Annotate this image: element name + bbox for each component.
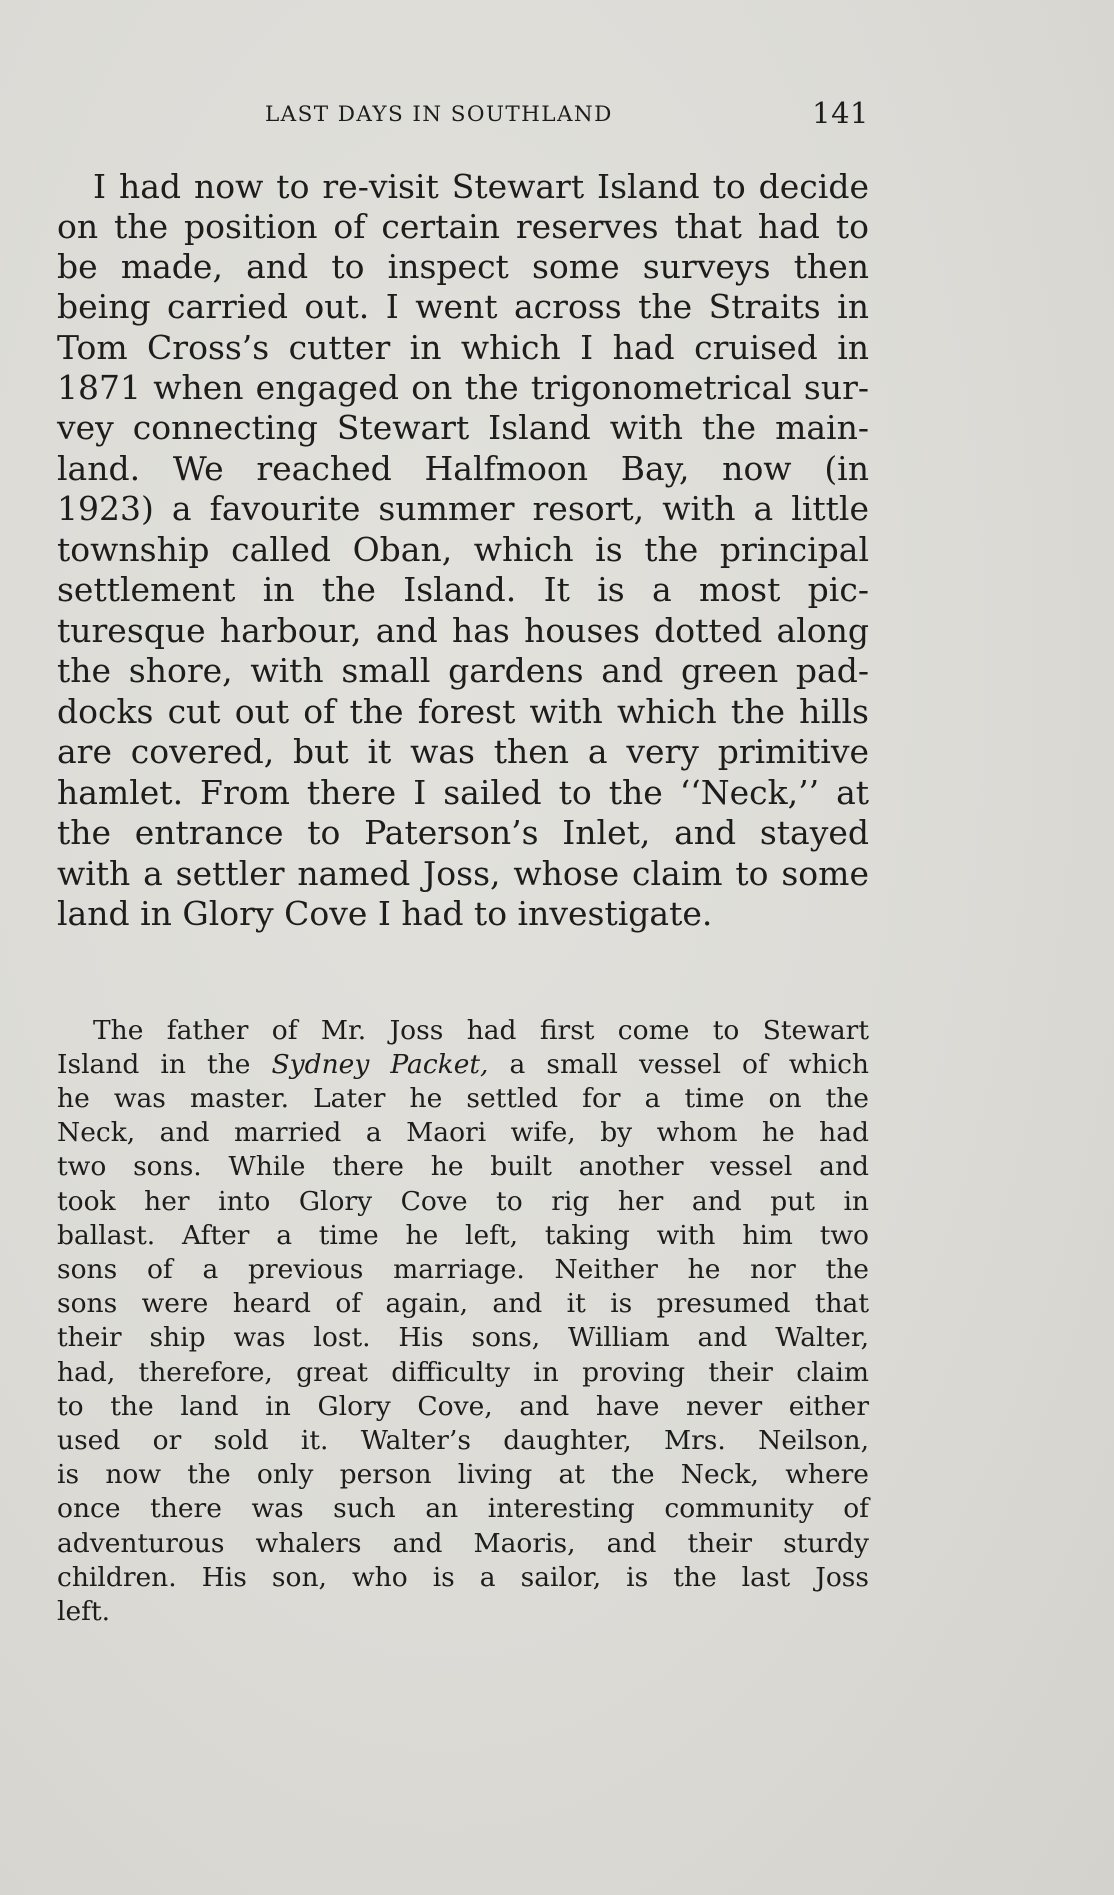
running-title: LAST DAYS IN SOUTHLAND bbox=[265, 102, 613, 127]
note-line: he was master. Later he settled for a time on the bbox=[57, 1083, 869, 1114]
note-line: The father of Mr. Joss had first come to Stewart bbox=[93, 1015, 869, 1046]
text-line: hamlet. From there I sailed to the ‘‘Neck,’’ at bbox=[57, 773, 869, 812]
text-line: be made, and to inspect some surveys then bbox=[57, 247, 869, 286]
text-line: with a settler named Joss, whose claim to some bbox=[57, 854, 869, 893]
text-line: docks cut out of the forest with which the hills bbox=[57, 692, 869, 731]
note-line: to the land in Glory Cove, and have never either bbox=[57, 1391, 869, 1422]
note-line: ballast. After a time he left, taking with him two bbox=[57, 1220, 869, 1251]
text-line: settlement in the Island. It is a most pic- bbox=[57, 570, 869, 609]
text-line: I had now to re-visit Stewart Island to decide bbox=[93, 167, 869, 206]
text-line: turesque harbour, and has houses dotted along bbox=[57, 611, 869, 650]
ship-name: Sydney Packet, bbox=[271, 1049, 489, 1080]
text-line: being carried out. I went across the Straits in bbox=[57, 287, 869, 326]
text-line: Tom Cross’s cutter in which I had cruised in bbox=[57, 328, 869, 367]
note-line: sons were heard of again, and it is presumed that bbox=[57, 1288, 869, 1319]
note-line: had, therefore, great difficulty in proving their claim bbox=[57, 1357, 869, 1388]
text-line: land in Glory Cove I had to investigate. bbox=[57, 894, 713, 933]
note-line: adventurous whalers and Maoris, and their sturdy bbox=[57, 1528, 869, 1559]
note-line: left. bbox=[57, 1596, 111, 1627]
text-line: land. We reached Halfmoon Bay, now (in bbox=[57, 449, 869, 488]
text-line: the entrance to Paterson’s Inlet, and stayed bbox=[57, 813, 869, 852]
note-line: took her into Glory Cove to rig her and put in bbox=[57, 1186, 869, 1217]
note-line: sons of a previous marriage. Neither he nor the bbox=[57, 1254, 869, 1285]
note-line: their ship was lost. His sons, William and Walter, bbox=[57, 1322, 869, 1353]
note-text: Island in the bbox=[57, 1049, 272, 1080]
text-line: are covered, but it was then a very primitive bbox=[57, 732, 869, 771]
text-line: vey connecting Stewart Island with the main- bbox=[57, 408, 869, 447]
text-line: 1871 when engaged on the trigonometrical sur- bbox=[57, 368, 869, 407]
note-line: once there was such an interesting community of bbox=[57, 1493, 869, 1524]
note-line: two sons. While there he built another vessel and bbox=[57, 1151, 869, 1182]
text-line: township called Oban, which is the principal bbox=[57, 530, 869, 569]
note-line: is now the only person living at the Neck, where bbox=[57, 1459, 869, 1490]
note-line: Neck, and married a Maori wife, by whom he had bbox=[57, 1117, 869, 1148]
text-line: 1923) a favourite summer resort, with a little bbox=[57, 489, 869, 528]
text-line: on the position of certain reserves that had to bbox=[57, 207, 869, 246]
running-head bbox=[57, 96, 869, 136]
note-line: used or sold it. Walter’s daughter, Mrs. Neilson, bbox=[57, 1425, 869, 1456]
page-number: 141 bbox=[812, 96, 869, 130]
note-text: a small vessel of which bbox=[488, 1049, 869, 1080]
note-line: children. His son, who is a sailor, is the last Joss bbox=[57, 1562, 869, 1593]
note-line bbox=[57, 1048, 869, 1082]
text-line: the shore, with small gardens and green pad- bbox=[57, 651, 869, 690]
